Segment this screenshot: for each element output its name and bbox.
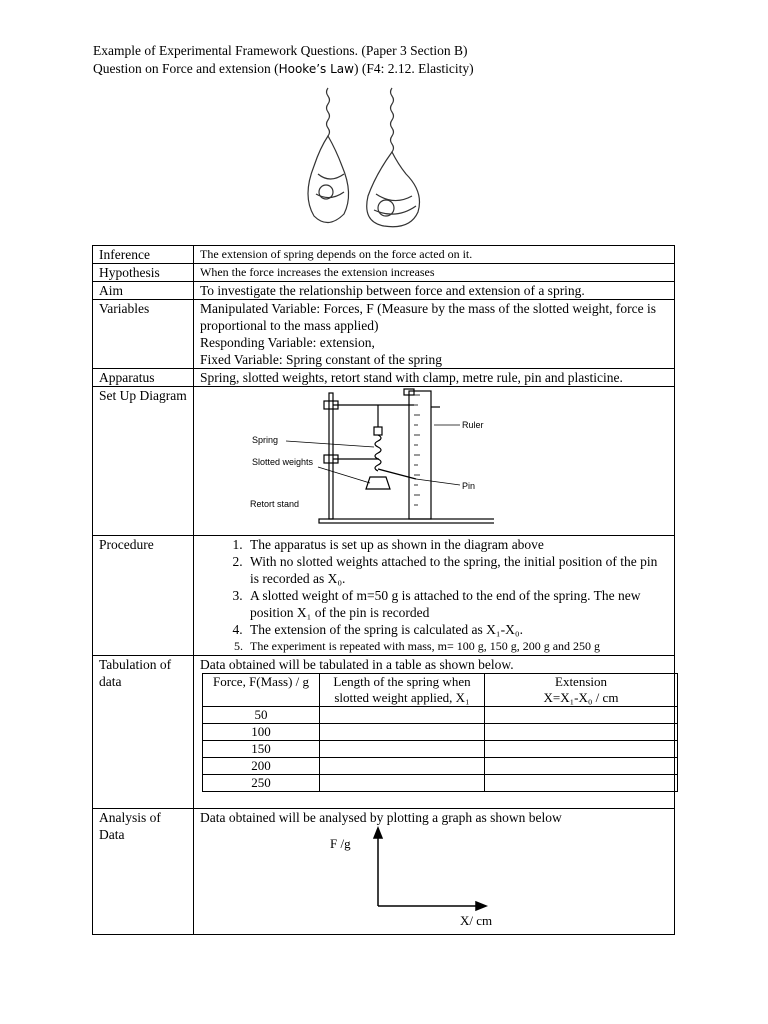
row-tabulation — [93, 656, 675, 809]
row-setup — [93, 387, 675, 536]
variables-text — [194, 300, 675, 369]
mass-cell: 250 — [203, 775, 320, 792]
slotted-weights-label: Slotted weights — [252, 457, 314, 467]
analysis-cell — [194, 809, 675, 935]
col-force-header: Force, F(Mass) / g — [203, 674, 320, 707]
manipulated-variable: Manipulated Variable: Forces, F (Measure by the mass of the slotted weight, force is proportional to the mass applied) — [200, 301, 657, 333]
row-aim — [93, 282, 675, 300]
table-row — [203, 741, 678, 758]
setup-cell — [194, 387, 675, 536]
mass-cell: 100 — [203, 724, 320, 741]
retort-rod — [329, 393, 333, 519]
tabulation-label: Tabulation of data — [93, 656, 194, 809]
slotted-leader — [318, 467, 370, 483]
procedure-cell — [194, 536, 675, 656]
row-variables — [93, 300, 675, 369]
table-row — [203, 758, 678, 775]
graph-sketch — [318, 826, 498, 926]
pin-label: Pin — [462, 481, 476, 491]
y-axis-label: F /g — [330, 836, 351, 851]
analysis-label: Analysis of Data — [93, 809, 194, 935]
apparatus-label: Apparatus — [93, 369, 194, 387]
babies-in-slings-illustration — [296, 84, 456, 234]
hypothesis-text: When the force increases the extension increases — [194, 264, 675, 282]
variables-label: Variables — [93, 300, 194, 369]
doc-title-line2: Question on Force and extension (Hooke’s Law) (F4: 2.12. Elasticity) — [93, 61, 474, 76]
x-axis-label: X/ cm — [460, 913, 493, 926]
aim-label: Aim — [93, 282, 194, 300]
spring-coil — [375, 435, 381, 471]
procedure-step: 2. With no slotted weights attached to the spring, the initial position of the pin is recorded as X₀. — [246, 553, 668, 587]
pin-leader — [416, 479, 460, 485]
retort-stand-label: Retort stand — [250, 499, 300, 509]
table-row — [203, 724, 678, 741]
row-procedure — [93, 536, 675, 656]
hypothesis-label: Hypothesis — [93, 264, 194, 282]
procedure-step: 5. The experiment is repeated with mass, m= 100 g, 150 g, 200 g and 250 g — [246, 638, 668, 655]
procedure-steps — [200, 536, 668, 655]
col-length-header: Length of the spring when slotted weight applied, X₁ — [320, 674, 485, 707]
retort-base — [319, 519, 494, 523]
row-hypothesis — [93, 264, 675, 282]
hookes-law-label: Hooke’s Law — [278, 62, 354, 76]
x-axis-arrow-icon — [476, 902, 486, 910]
inference-label: Inference — [93, 246, 194, 264]
spring-label: Spring — [252, 435, 279, 445]
aim-text: To investigate the relationship between force and extension of a spring. — [194, 282, 675, 300]
apparatus-text: Spring, slotted weights, retort stand with clamp, metre rule, pin and plasticine. — [194, 369, 675, 387]
row-inference — [93, 246, 675, 264]
procedure-step: 1. The apparatus is set up as shown in the diagram above — [246, 536, 668, 553]
ruler-label: Ruler — [462, 420, 484, 430]
setup-label: Set Up Diagram — [93, 387, 194, 536]
table-row — [203, 775, 678, 792]
table-row — [203, 707, 678, 724]
procedure-label: Procedure — [93, 536, 194, 656]
spring-leader — [286, 441, 374, 447]
mass-cell: 200 — [203, 758, 320, 775]
procedure-step: 4. The extension of the spring is calculated as X₁-X₀. — [246, 621, 668, 638]
row-analysis — [93, 809, 675, 935]
y-axis-arrow-icon — [374, 828, 382, 838]
fixed-variable: Fixed Variable: Spring constant of the spring — [200, 352, 442, 367]
mass-cell: 50 — [203, 707, 320, 724]
doc-title-line1: Example of Experimental Framework Questions. (Paper 3 Section B) — [93, 43, 468, 58]
mass-cell: 150 — [203, 741, 320, 758]
data-table-header — [203, 674, 678, 707]
inference-text: The extension of spring depends on the force acted on it. — [194, 246, 675, 264]
responding-variable: Responding Variable: extension, — [200, 335, 375, 350]
procedure-step: 3. A slotted weight of m=50 g is attached to the end of the spring. The new position X₁ of the pin is recorded — [246, 587, 668, 621]
data-table — [202, 673, 678, 792]
tabulation-cell — [194, 656, 675, 809]
tabulation-intro: Data obtained will be tabulated in a table as shown below. — [200, 657, 514, 672]
setup-diagram — [234, 387, 494, 525]
analysis-intro: Data obtained will be analysed by plotting a graph as shown below — [200, 810, 562, 825]
col-extension-header: Extension X=X₁-X₀ / cm — [485, 674, 678, 707]
row-apparatus — [93, 369, 675, 387]
framework-table — [92, 245, 675, 935]
